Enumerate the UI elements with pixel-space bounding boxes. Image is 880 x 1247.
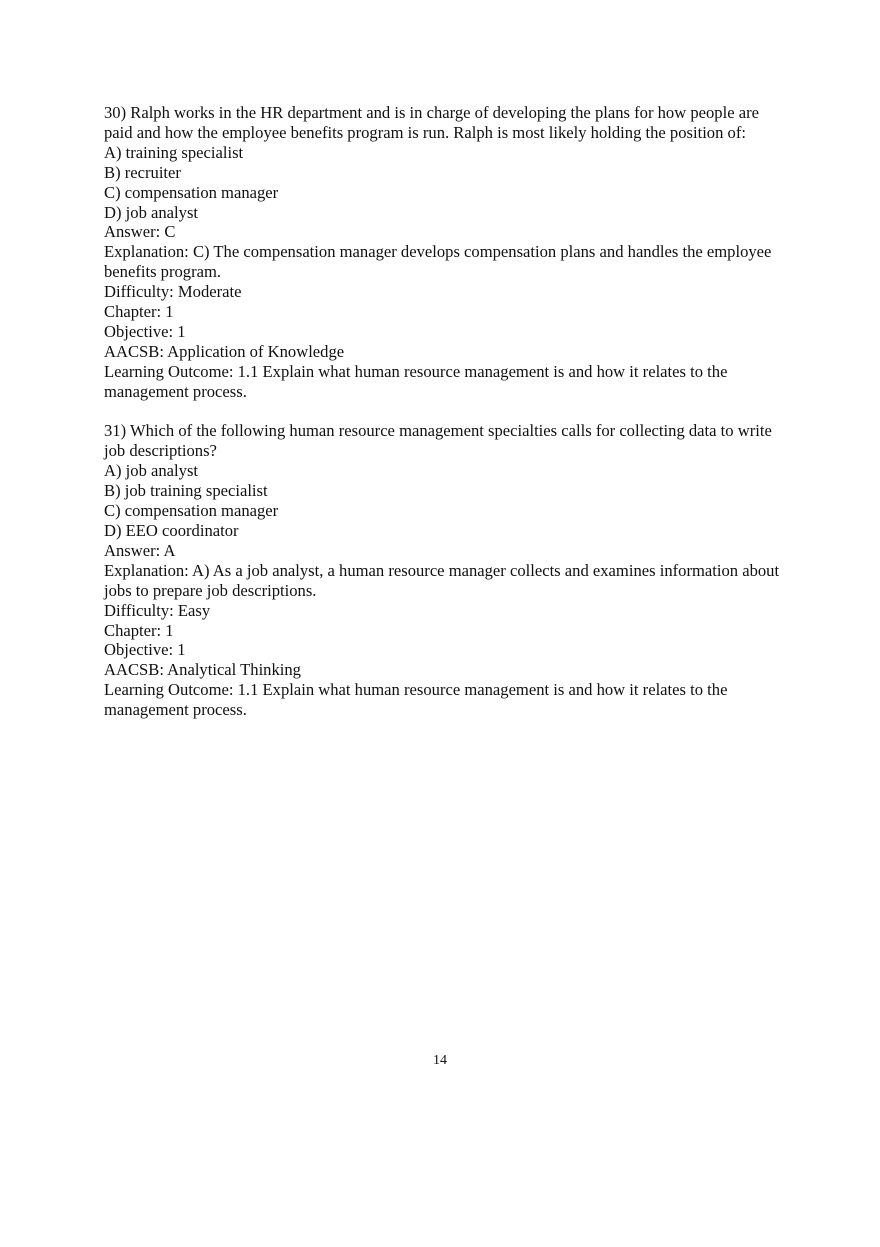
objective: Objective: 1 — [104, 640, 186, 660]
option-d: D) EEO coordinator — [104, 521, 239, 541]
page-number: 14 — [433, 1053, 447, 1068]
chapter: Chapter: 1 — [104, 302, 174, 322]
option-a: A) job analyst — [104, 461, 199, 481]
page-content — [104, 103, 784, 720]
difficulty: Difficulty: Easy — [104, 600, 211, 620]
learning-outcome: Learning Outcome: 1.1 Explain what human resource management is and how it relates to the management process. — [104, 680, 728, 720]
chapter: Chapter: 1 — [104, 620, 174, 640]
explanation: Explanation: A) As a job analyst, a human resource manager collects and examines information about jobs to prepare job descriptions. — [104, 560, 780, 600]
learning-outcome: Learning Outcome: 1.1 Explain what human resource management is and how it relates to the management process. — [104, 361, 728, 401]
question-stem: 30) Ralph works in the HR department and is in charge of developing the plans for how people are paid and how the employee benefits program is run. Ralph is most likely holding the position of: — [104, 103, 759, 142]
explanation: Explanation: C) The compensation manager develops compensation plans and handles the employee benefits program. — [104, 242, 772, 282]
option-d: D) job analyst — [104, 202, 199, 222]
objective: Objective: 1 — [104, 321, 186, 341]
difficulty: Difficulty: Moderate — [104, 282, 242, 302]
question-stem: 31) Which of the following human resource management specialties calls for collecting data to write job descriptions? — [104, 421, 772, 461]
option-b: B) job training specialist — [104, 481, 268, 501]
question-block-31 — [104, 421, 784, 720]
answer: Answer: A — [104, 540, 176, 560]
aacsb: AACSB: Analytical Thinking — [104, 660, 301, 680]
option-c: C) compensation manager — [104, 501, 279, 521]
aacsb: AACSB: Application of Knowledge — [104, 341, 345, 361]
option-a: A) training specialist — [104, 142, 244, 162]
question-block-30 — [104, 103, 784, 402]
option-b: B) recruiter — [104, 162, 181, 182]
answer: Answer: C — [104, 222, 176, 242]
option-c: C) compensation manager — [104, 182, 279, 202]
